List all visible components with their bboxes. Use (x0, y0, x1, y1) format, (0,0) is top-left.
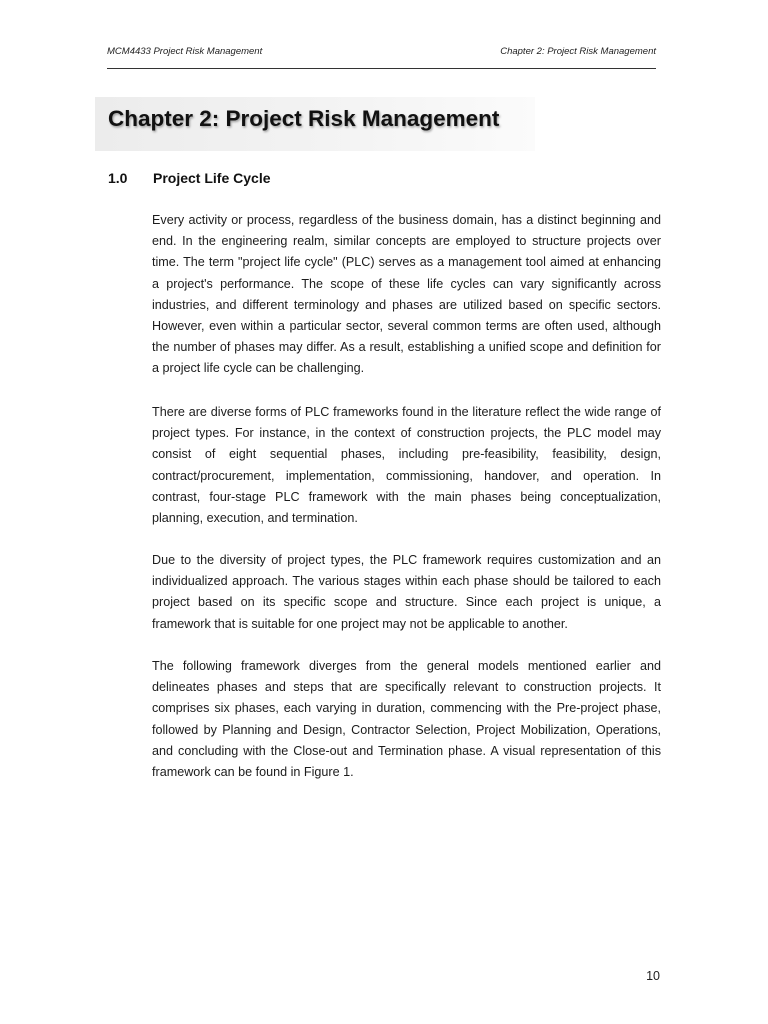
header-divider (107, 68, 656, 69)
header-course-title: MCM4433 Project Risk Management (107, 46, 263, 57)
header-chapter-title: Chapter 2: Project Risk Management (500, 46, 656, 57)
paragraph-1: Every activity or process, regardless of the business domain, has a distinct beginning and end. In the engineering realm, similar concepts are employed to structure projects over time. The term "project life cycle" (PLC) serves as a management tool aimed at enhancing a project's performance. The scope of these life cycles can vary significantly across industries, and different terminology and phases are utilized based on specific sectors. However, even within a particular sector, several common terms are often used, although the number of phases may differ. As a result, establishing a unified scope and definition for a project life cycle can be challenging. (152, 213, 661, 376)
section-title: Project Life Cycle (153, 170, 271, 186)
paragraph-2: There are diverse forms of PLC frameworks found in the literature reflect the wide range of project types. For instance, in the context of construction projects, the PLC model may consist of eight sequential phases, including pre-feasibility, feasibility, design, contract/procurement, implementation, commissioning, handover, and operation. In contrast, four-stage PLC framework with the main phases being conceptualization, planning, execution, and termination. (152, 405, 661, 526)
paragraph-3: Due to the diversity of project types, the PLC framework requires customization and an individualized approach. The various stages within each phase should be tailored to each project based on its specific scope and structure. Since each project is unique, a framework that is suitable for one project may not be applicable to another. (152, 553, 661, 631)
page-number: 10 (646, 969, 660, 983)
running-header (107, 46, 656, 60)
chapter-title: Chapter 2: Project Risk Management (108, 106, 500, 131)
section-heading (108, 170, 271, 186)
paragraph-4: The following framework diverges from the general models mentioned earlier and delineates phases and steps that are specifically relevant to construction projects. It comprises six phases, each varying in duration, commencing with the Pre-project phase, followed by Planning and Design, Contractor Selection, Project Mobilization, Operations, and concluding with the Close-out and Termination phase. A visual representation of this framework can be found in Figure 1. (152, 659, 661, 780)
section-number: 1.0 (108, 170, 128, 186)
